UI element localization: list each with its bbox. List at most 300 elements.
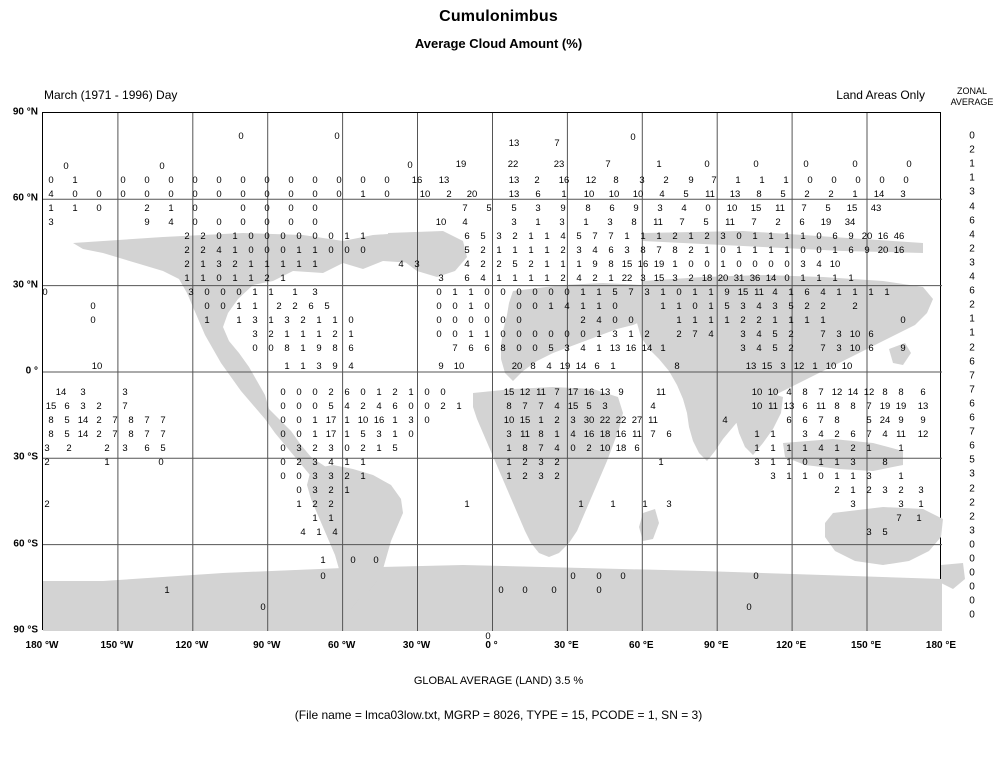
grid-cell-value: 1 [544,259,550,270]
zonal-average-value: 0 [969,553,975,565]
longitude-tick: 30 °E [554,640,579,651]
grid-cell-value: 0 [192,175,198,186]
grid-cell-value: 5 [464,245,470,256]
grid-cell-value: 24 [879,415,891,426]
grid-cell-value: 8 [850,401,856,412]
grid-cell-value: 5 [612,287,618,298]
grid-cell-value: 2 [522,471,528,482]
grid-cell-value: 7 [866,429,872,440]
grid-cell-value: 0 [532,301,538,312]
grid-cell-value: 0 [280,387,286,398]
grid-cell-value: 7 [554,138,560,149]
grid-cell-value: 5 [825,203,831,214]
grid-cell-value: 16 [583,387,595,398]
grid-cell-value: 2 [554,415,560,426]
grid-cell-value: 1 [204,315,210,326]
zonal-average-value: 6 [969,412,975,424]
grid-cell-value: 1 [834,457,840,468]
grid-cell-value: 0 [248,245,254,256]
grid-cell-value: 19 [820,217,832,228]
page-title: Cumulonimbus [439,8,558,25]
grid-cell-value: 0 [906,159,912,170]
grid-cell-value: 18 [615,443,627,454]
grid-cell-value: 1 [236,301,242,312]
grid-cell-value: 7 [656,245,662,256]
grid-cell-value: 0 [436,301,442,312]
grid-cell-value: 3 [122,443,128,454]
grid-cell-value: 0 [296,387,302,398]
grid-cell-value: 9 [592,259,598,270]
grid-cell-value: 0 [336,189,342,200]
grid-cell-value: 1 [898,443,904,454]
grid-cell-value: 10 [453,361,465,372]
grid-cell-value: 2 [184,245,190,256]
grid-cell-value: 0 [436,329,442,340]
grid-cell-value: 1 [724,315,730,326]
grid-cell-value: 1 [676,301,682,312]
grid-cell-value: 1 [316,329,322,340]
grid-cell-value: 0 [548,329,554,340]
grid-cell-value: 4 [564,301,570,312]
grid-cell-value: 7 [112,415,118,426]
grid-cell-value: 4 [348,361,354,372]
zonal-average-value: 1 [969,327,975,339]
grid-cell-value: 0 [852,159,858,170]
grid-cell-value: 7 [801,203,807,214]
grid-cell-value: 1 [284,329,290,340]
grid-cell-value: 4 [576,273,582,284]
zonal-average-value: 1 [969,313,975,325]
grid-cell-value: 2 [592,273,598,284]
grid-cell-value: 1 [660,343,666,354]
grid-cell-value: 5 [576,231,582,242]
grid-cell-value: 10 [608,189,620,200]
longitude-tick: 90 °E [703,640,729,651]
grid-cell-value: 1 [868,287,874,298]
grid-cell-value: 0 [90,315,96,326]
grid-cell-value: 3 [188,287,194,298]
grid-cell-value: 2 [512,231,518,242]
grid-cell-value: 1 [528,273,534,284]
zonal-average-header [946,86,998,108]
grid-cell-value: 11 [896,429,906,440]
grid-cell-value: 13 [745,361,757,372]
grid-cell-value: 6 [308,301,314,312]
grid-cell-value: 9 [724,287,730,298]
grid-cell-value: 6 [848,245,854,256]
grid-cell-value: 3 [122,387,128,398]
grid-cell-value: 1 [268,315,274,326]
grid-cell-value: 8 [802,387,808,398]
grid-cell-value: 0 [72,189,78,200]
grid-cell-value: 2 [44,457,50,468]
grid-cell-value: 17 [567,387,579,398]
grid-cell-value: 6 [634,443,640,454]
grid-cell-value: 0 [800,245,806,256]
zonal-average-value: 6 [969,398,975,410]
grid-cell-value: 0 [468,315,474,326]
grid-cell-value: 1 [916,513,922,524]
coverage-label: Land Areas Only [836,88,925,102]
grid-cell-value: 1 [735,175,741,186]
grid-cell-value: 16 [583,429,595,440]
grid-cell-value: 1 [786,443,792,454]
grid-cell-value: 5 [788,301,794,312]
grid-cell-value: 0 [452,315,458,326]
zonal-average-header-line1: ZONAL [956,86,987,96]
grid-cell-value: 0 [240,217,246,228]
latitude-tick: 60 °S [13,538,38,550]
grid-cell-value: 0 [879,175,885,186]
grid-cell-value: 1 [232,273,238,284]
grid-cell-value: 1 [561,189,567,200]
grid-cell-value: 3 [644,287,650,298]
grid-cell-value: 3 [740,343,746,354]
grid-cell-value: 0 [903,175,909,186]
grid-cell-value: 3 [802,429,808,440]
grid-cell-value: 2 [560,245,566,256]
grid-cell-value: 1 [484,329,490,340]
longitude-tick: 120 °W [175,640,209,651]
grid-cell-value: 11 [775,203,785,214]
grid-cell-value: 6 [609,203,615,214]
grid-cell-value: 0 [720,245,726,256]
grid-cell-value: 2 [264,273,270,284]
grid-cell-value: 0 [328,231,334,242]
grid-cell-value: 19 [879,401,891,412]
grid-cell-value: 0 [158,457,164,468]
grid-cell-value: 2 [496,259,502,270]
grid-cell-value: 1 [770,457,776,468]
grid-cell-value: 1 [544,245,550,256]
grid-cell-value: 1 [344,429,350,440]
zonal-average-value: 7 [969,370,975,382]
grid-cell-value: 0 [236,287,242,298]
grid-cell-value: 2 [44,499,50,510]
grid-cell-value: 0 [96,203,102,214]
grid-cell-value: 8 [332,343,338,354]
grid-cell-value: 1 [596,301,602,312]
grid-cell-value: 0 [676,287,682,298]
grid-cell-value: 1 [786,457,792,468]
zonal-average-value: 6 [969,356,975,368]
grid-cell-value: 0 [168,175,174,186]
latitude-tick: 30 °N [12,279,38,291]
grid-cell-value: 2 [554,471,560,482]
grid-cell-value: 6 [666,429,672,440]
zonal-average-value: 6 [969,440,975,452]
grid-cell-value: 0 [628,315,634,326]
grid-cell-value: 4 [772,287,778,298]
grid-cell-value: 4 [570,429,576,440]
grid-cell-value: 0 [620,571,626,582]
file-info-footer: (File name = lmca03low.txt, MGRP = 8026, TYPE = 15, PCODE = 1, SN = 3) [294,708,703,722]
grid-cell-value: 1 [786,471,792,482]
grid-cell-value: 1 [296,245,302,256]
grid-cell-value: 0 [516,343,522,354]
grid-cell-value: 31 [733,273,745,284]
grid-cell-value: 5 [703,217,709,228]
grid-cell-value: 13 [508,189,520,200]
grid-cell-value: 2 [96,401,102,412]
grid-cell-value: 2 [586,443,592,454]
grid-cell-value: 0 [704,159,710,170]
grid-cell-value: 6 [868,329,874,340]
grid-cell-value: 1 [692,287,698,298]
grid-cell-value: 5 [586,401,592,412]
grid-cell-value: 0 [516,301,522,312]
grid-cell-value: 1 [200,273,206,284]
grid-cell-value: 0 [802,457,808,468]
grid-cell-value: 3 [740,301,746,312]
grid-cell-value: 7 [751,217,757,228]
grid-cell-value: 14 [77,415,89,426]
grid-cell-value: 0 [296,471,302,482]
grid-cell-value: 7 [462,203,468,214]
grid-cell-value: 15 [846,203,858,214]
grid-cell-value: 4 [818,429,824,440]
grid-cell-value: 3 [800,259,806,270]
grid-cell-value: 13 [783,401,795,412]
grid-cell-value: 14 [575,361,587,372]
grid-cell-value: 0 [192,217,198,228]
grid-cell-value: 1 [596,287,602,298]
grid-cell-value: 12 [793,361,805,372]
grid-cell-value: 3 [770,471,776,482]
grid-cell-value: 3 [312,471,318,482]
grid-cell-value: 0 [612,301,618,312]
grid-cell-value: 9 [438,361,444,372]
zonal-average-value: 0 [969,595,975,607]
grid-cell-value: 0 [596,571,602,582]
grid-cell-value: 2 [200,231,206,242]
grid-cell-value: 2 [96,415,102,426]
grid-cell-value: 8 [48,429,54,440]
grid-cell-value: 0 [312,217,318,228]
grid-cell-value: 4 [786,387,792,398]
grid-cell-value: 4 [300,527,306,538]
longitude-tick: 60 °E [629,640,654,651]
longitude-tick: 150 °W [100,640,134,651]
grid-cell-value: 2 [663,175,669,186]
grid-cell-value: 6 [392,401,398,412]
grid-cell-value: 1 [408,387,414,398]
grid-cell-value: 11 [725,217,735,228]
grid-cell-value: 1 [834,443,840,454]
grid-cell-value: 1 [48,203,54,214]
grid-cell-value: 1 [528,231,534,242]
grid-cell-value: 8 [756,189,762,200]
grid-cell-value: 17 [325,415,337,426]
zonal-average-value: 2 [969,243,975,255]
grid-cell-value: 1 [660,287,666,298]
grid-cell-value: 0 [264,189,270,200]
grid-cell-value: 0 [360,387,366,398]
grid-cell-value: 0 [570,571,576,582]
grid-cell-value: 2 [820,301,826,312]
grid-cell-value: 0 [268,343,274,354]
grid-cell-value: 8 [538,429,544,440]
grid-cell-value: 1 [596,329,602,340]
grid-cell-value: 2 [392,387,398,398]
grid-cell-value: 6 [468,343,474,354]
grid-cell-value: 2 [480,259,486,270]
grid-cell-value: 15 [503,387,515,398]
grid-cell-value: 0 [753,159,759,170]
grid-cell-value: 1 [512,273,518,284]
grid-cell-value: 0 [516,315,522,326]
grid-cell-value: 1 [284,361,290,372]
grid-cell-value: 1 [804,315,810,326]
grid-cell-value: 3 [882,485,888,496]
grid-cell-value: 2 [200,245,206,256]
grid-cell-value: 20 [511,361,523,372]
grid-cell-value: 3 [438,273,444,284]
grid-cell-value: 9 [618,387,624,398]
grid-cell-value: 4 [820,287,826,298]
grid-cell-value: 2 [328,499,334,510]
grid-cell-value: 2 [804,189,810,200]
grid-cell-value: 0 [336,175,342,186]
grid-cell-value: 5 [160,443,166,454]
grid-cell-value: 0 [280,231,286,242]
grid-cell-value: 0 [440,387,446,398]
grid-cell-value: 1 [344,231,350,242]
grid-cell-value: 3 [772,301,778,312]
grid-cell-value: 1 [676,315,682,326]
grid-cell-value: 1 [248,273,254,284]
grid-cell-value: 7 [818,415,824,426]
grid-cell-value: 0 [220,301,226,312]
grid-cell-value: 1 [816,273,822,284]
grid-cell-value: 1 [468,329,474,340]
grid-cell-value: 1 [392,415,398,426]
grid-cell-value: 0 [768,259,774,270]
grid-cell-value: 1 [360,471,366,482]
grid-cell-value: 15 [750,203,762,214]
grid-cell-value: 0 [596,585,602,596]
grid-cell-value: 7 [122,401,128,412]
grid-cell-value: 8 [882,457,888,468]
grid-cell-value: 1 [852,189,858,200]
zonal-average-value: 2 [969,144,975,156]
grid-cell-value: 1 [200,259,206,270]
grid-cell-value: 20 [717,273,729,284]
grid-cell-value: 1 [672,259,678,270]
grid-cell-value: 1 [360,189,366,200]
grid-cell-value: 10 [849,343,861,354]
grid-cell-value: 3 [538,471,544,482]
grid-cell-value: 9 [900,343,906,354]
zonal-average-value: 3 [969,186,975,198]
grid-cell-value: 5 [511,203,517,214]
grid-cell-value: 4 [708,329,714,340]
grid-cell-value: 4 [756,329,762,340]
grid-cell-value: 2 [96,429,102,440]
grid-cell-value: 0 [264,217,270,228]
grid-cell-value: 1 [496,245,502,256]
grid-cell-value: 0 [705,203,711,214]
grid-cell-value: 8 [882,387,888,398]
grid-cell-value: 4 [650,401,656,412]
grid-cell-value: 1 [820,315,826,326]
grid-cell-value: 10 [599,443,611,454]
grid-cell-value: 0 [548,287,554,298]
latitude-tick: 30 °S [13,451,38,463]
grid-cell-value: 6 [850,429,856,440]
grid-cell-value: 7 [820,329,826,340]
grid-cell-value: 22 [599,415,611,426]
grid-cell-value: 3 [414,259,420,270]
grid-cell-value: 4 [554,401,560,412]
grid-cell-value: 0 [192,203,198,214]
grid-cell-value: 1 [544,273,550,284]
grid-cell-value: 1 [468,287,474,298]
grid-cell-value: 0 [485,631,491,642]
grid-cell-value: 3 [624,245,630,256]
grid-cell-value: 0 [736,259,742,270]
grid-cell-value: 0 [570,443,576,454]
grid-cell-value: 0 [818,471,824,482]
grid-cell-value: 0 [360,175,366,186]
grid-cell-value: 0 [288,203,294,214]
grid-cell-value: 7 [554,387,560,398]
grid-cell-value: 5 [328,401,334,412]
grid-cell-value: 4 [554,443,560,454]
grid-cell-value: 0 [500,329,506,340]
grid-cell-value: 0 [264,203,270,214]
grid-cell-value: 12 [585,175,597,186]
grid-cell-value: 3 [836,329,842,340]
grid-cell-value: 1 [104,457,110,468]
zonal-average-value: 2 [969,497,975,509]
grid-cell-value: 23 [553,159,565,170]
grid-cell-value: 13 [609,343,621,354]
grid-cell-value: 1 [656,159,662,170]
grid-cell-value: 3 [44,443,50,454]
grid-cell-value: 13 [438,175,450,186]
grid-cell-value: 2 [184,259,190,270]
grid-cell-value: 1 [164,585,170,596]
grid-cell-value: 3 [316,361,322,372]
period-label: March (1971 - 1996) Day [44,88,178,102]
grid-cell-value: 1 [576,259,582,270]
grid-cell-value: 1 [784,231,790,242]
grid-cell-value: 1 [554,429,560,440]
grid-cell-value: 22 [507,159,519,170]
cell-values-layer [42,113,942,642]
grid-cell-value: 1 [812,361,818,372]
grid-cell-value: 0 [436,287,442,298]
zonal-average-value: 5 [969,454,975,466]
grid-cell-value: 5 [882,527,888,538]
grid-cell-value: 4 [816,259,822,270]
latitude-tick: 60 °N [12,192,38,204]
grid-cell-value: 11 [754,287,764,298]
grid-cell-value: 1 [770,429,776,440]
grid-cell-value: 7 [679,217,685,228]
grid-cell-value: 4 [332,527,338,538]
grid-cell-value: 1 [468,301,474,312]
grid-cell-value: 2 [756,315,762,326]
grid-cell-value: 8 [506,401,512,412]
grid-cell-value: 3 [754,457,760,468]
grid-cell-value: 15 [519,415,531,426]
grid-cell-value: 0 [522,585,528,596]
grid-cell-value: 5 [64,429,70,440]
grid-cell-value: 1 [832,245,838,256]
grid-cell-value: 13 [508,138,520,149]
